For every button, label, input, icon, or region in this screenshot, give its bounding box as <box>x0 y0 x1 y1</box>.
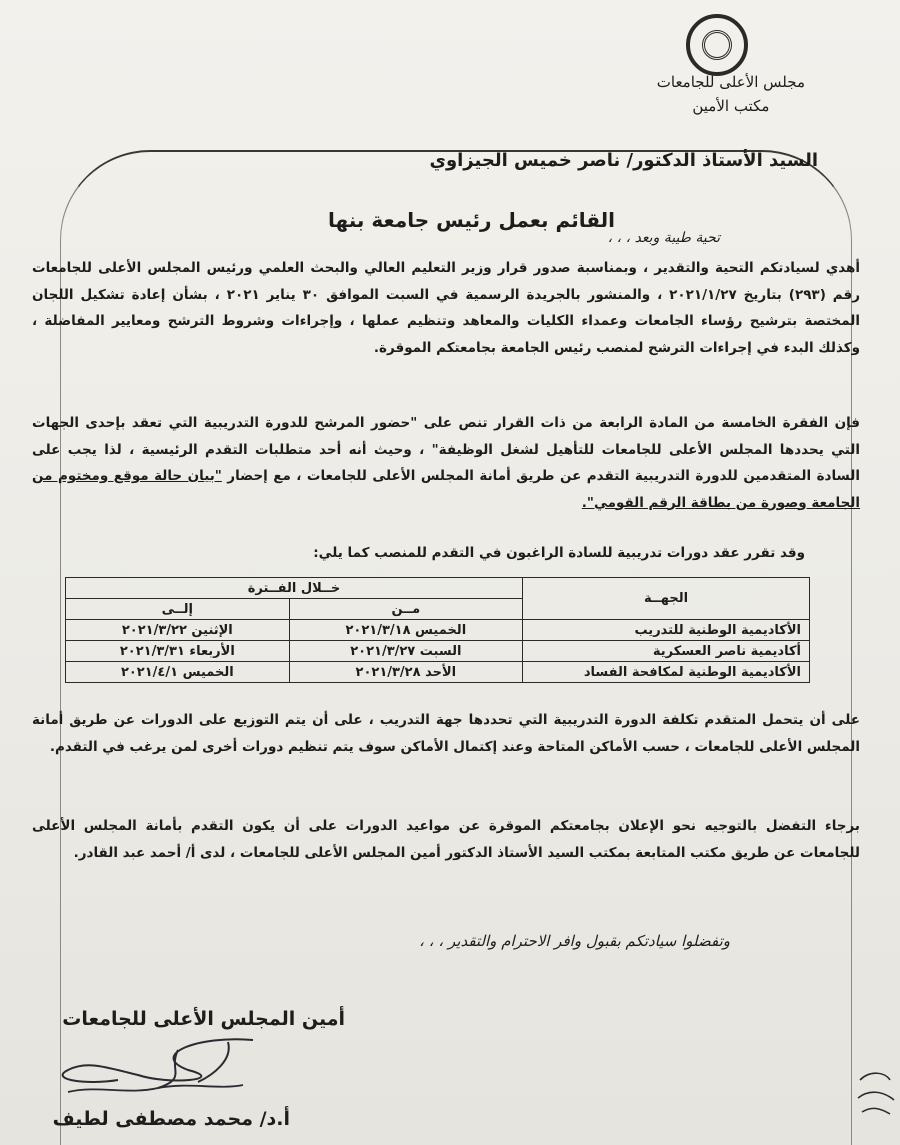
col-to-header: إلــى <box>66 599 290 620</box>
paragraph-1: أهدي لسيادتكم التحية والتقدير ، وبمناسبة صدور قرار وزير التعليم العالي والبحث العلمي ورئيس المجلس الأعلى للجامعات رقم (٢٩٣) بتاريخ ٢٠٢١/١/٢٧ ، والمنشور بالجريدة الرسمية في السبت الموافق ٣٠ يناير ٢٠٢١ ، بشأن إعادة تشكيل اللجان المختصة بترشيح رؤساء الجامعات وعمداء الكليات والمعاهد وتنظيم عملها ، وإجراءات وشروط الترشح ومعايير المفاضلة ، وكذلك البدء في إجراءات الترشح لمنصب رئيس الجامعة بجامعتكم الموقرة. <box>32 260 860 356</box>
from-cell: الأحد ٢٠٢١/٣/٢٨ <box>289 662 522 683</box>
entity-cell: أكاديمية ناصر العسكرية <box>523 641 810 662</box>
table-row <box>66 620 810 641</box>
courses-table <box>65 577 810 683</box>
entity-cell: الأكاديمية الوطنية للتدريب <box>523 620 810 641</box>
paragraph-2 <box>32 410 860 516</box>
handwritten-note-icon <box>850 1060 900 1120</box>
entity-cell: الأكاديمية الوطنية لمكافحة الفساد <box>523 662 810 683</box>
to-cell: الإثنين ٢٠٢١/٣/٢٢ <box>66 620 290 641</box>
table-row <box>66 662 810 683</box>
council-seal-icon <box>686 14 748 76</box>
addressee-name: السيد الأستاذ الدكتور/ ناصر خميس الجيزاوي <box>429 150 818 171</box>
signatory-title: أمين المجلس الأعلى للجامعات <box>62 1008 345 1030</box>
col-entity-header: الجهــة <box>523 578 810 620</box>
addressee-role: القائم بعمل رئيس جامعة بنها <box>328 208 615 232</box>
col-period-header: خــلال الفــترة <box>66 578 523 599</box>
office-line-1: مجلس الأعلى للجامعات <box>656 73 805 91</box>
to-cell: الخميس ٢٠٢١/٤/١ <box>66 662 290 683</box>
from-cell: السبت ٢٠٢١/٣/٢٧ <box>289 641 522 662</box>
office-line-2: مكتب الأمين <box>692 97 770 115</box>
paragraph-5: برجاء التفضل بالتوجيه نحو الإعلان بجامعتكم الموقرة عن مواعيد الدورات على أن يكون التقدم بأمانة المجلس الأعلى للجامعات عن طريق مكتب المتابعة بمكتب السيد الأستاذ الدكتور أمين المجلس الأعلى للجامعات ، لدى أ/ أحمد عبد القادر. <box>32 818 860 861</box>
paragraph-2-text: فإن الفقرة الخامسة من المادة الرابعة من ذات القرار تنص على "حضور المرشح للدورة التدريبية التي تعقد بإحدى الجهات التي يحددها المجلس الأعلى للجامعات للتأهيل لشغل الوظيفة" ، وحيث أنه أحد متطلبات التقدم الرئيسية ، لذا يجب على السادة المتقدمين للدورة التدريبية التقدم عن طريق أمانة المجلس الأعلى للجامعات ، مع إحضار <box>32 415 860 484</box>
letterhead <box>657 70 805 118</box>
from-cell: الخميس ٢٠٢١/٣/١٨ <box>289 620 522 641</box>
signatory-name: أ.د/ محمد مصطفى لطيف <box>52 1108 290 1130</box>
to-cell: الأربعاء ٢٠٢١/٣/٣١ <box>66 641 290 662</box>
handwritten-signature-icon <box>28 1030 268 1105</box>
table-row <box>66 641 810 662</box>
greeting: تحية طيبة وبعد ، ، ، <box>607 230 720 246</box>
required-documents: "بيان حالة موقع ومختوم من الجامعة وصورة من بطاقة الرقم القومي". <box>32 468 860 511</box>
paragraph-4: على أن يتحمل المتقدم تكلفة الدورة التدريبية التي تحددها جهة التدريب ، على أن يتم التوزيع على الدورات عن طريق أمانة المجلس الأعلى للجامعات ، حسب الأماكن المتاحة وعند إكتمال الأماكن سوف يتم تنظيم دورات أخرى لمن يرغب في التقدم. <box>32 712 860 755</box>
paragraph-3: وقد تقرر عقد دورات تدريبية للسادة الراغبون في التقدم للمنصب كما يلي: <box>313 545 805 561</box>
col-from-header: مــن <box>289 599 522 620</box>
closing-line: وتفضلوا سيادتكم بقبول وافر الاحترام والتقدير ، ، ، <box>419 932 730 950</box>
